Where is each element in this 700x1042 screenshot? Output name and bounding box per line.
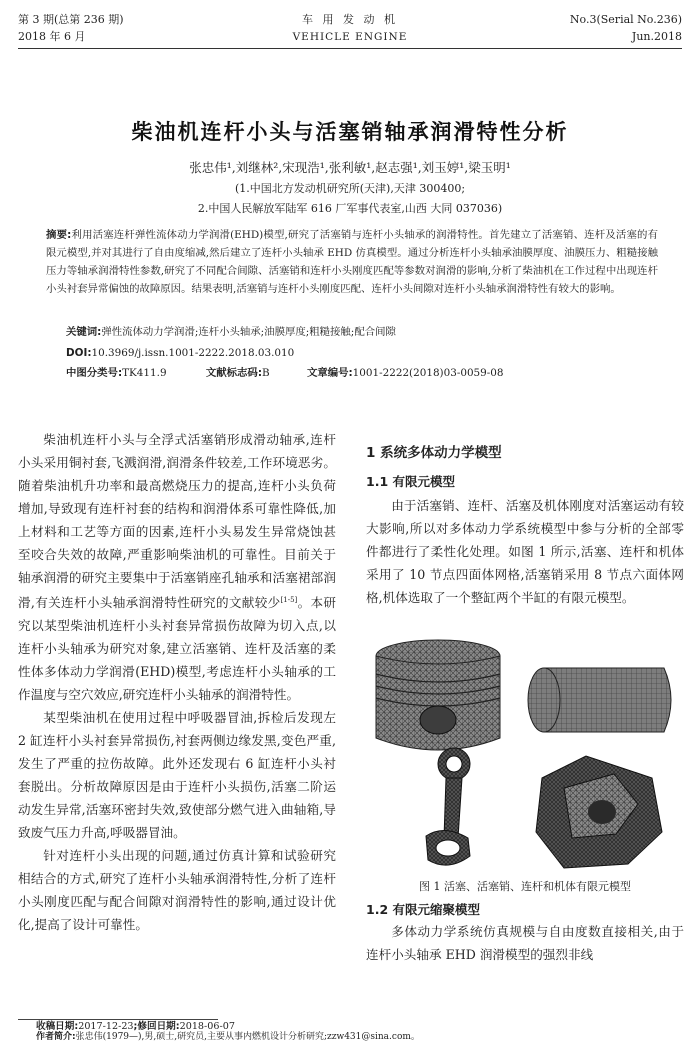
keywords-text: 弹性流体动力学润滑;连杆小头轴承;油膜厚度;粗糙接触;配合间隙	[101, 326, 396, 338]
intro-paragraph-1	[18, 428, 336, 706]
section-1-2-body	[366, 920, 684, 966]
revised-label: ;修回日期:	[133, 1021, 180, 1032]
article-number-label: 文章编号:	[306, 367, 353, 379]
left-column	[18, 428, 336, 936]
author-list: 张忠伟¹,刘继林²,宋现浩¹,张利敏¹,赵志强¹,刘玉婷¹,梁玉明¹	[189, 160, 511, 175]
section-1-1-heading: 1.1 有限元模型	[366, 474, 455, 489]
header-date-cn: 2018 年 6 月	[18, 30, 86, 43]
keywords	[66, 325, 396, 339]
doc-code-label: 文献标志码:	[205, 367, 262, 379]
received-date: 2017-12-23	[78, 1021, 134, 1032]
intro-paragraph-3: 针对连杆小头出现的问题,通过仿真计算和试验研究相结合的方式,研究了连杆小头轴承润滑特性,分析了连杆小头刚度匹配与配合间隙对润滑特性的影响,通过设计优化,提高了设计可靠性。	[18, 848, 336, 933]
doi-label: DOI:	[66, 347, 92, 359]
connecting-rod-mesh	[426, 748, 470, 865]
section-1-1-paragraph: 由于活塞销、连杆、活塞及机体刚度对活塞运动有较大影响,所以对多体动力学系统模型中参与分析的全部零件都进行了柔性化处理。如图 1 所示,活塞、连杆和机体采用了 10 节点四面体网格,活塞销采用 8 节点六面体网格,机体选取了一个整缸两个半缸的有限元模型。	[366, 498, 684, 605]
article-number-value: 1001-2222(2018)03-0059-08	[352, 367, 504, 379]
header-journal-cn: 车 用 发 动 机	[302, 13, 398, 26]
doi-text: 10.3969/j.issn.1001-2222.2018.03.010	[91, 347, 295, 359]
intro-paragraph-2: 某型柴油机在使用过程中呼吸器冒油,拆检后发现左 2 缸连杆小头衬套异常损伤,衬套两侧边缘发黑,变色严重,发生了严重的拉伤故障。此外还发现右 6 缸连杆小头衬套脱出。分析故障原因是由于连杆小头损伤,活塞二阶运动发生异常,活塞环密封失效,致使部分燃气进入曲轴箱,导致废气压力升高,呼吸器冒油。	[18, 710, 336, 841]
header-date-en: Jun.2018	[631, 30, 682, 43]
figure-1-fe-models	[366, 628, 684, 874]
section-1-2-paragraph: 多体动力学系统仿真规模与自由度数直接相关,由于连杆小头轴承 EHD 润滑模型的强烈非线	[366, 924, 684, 962]
section-1-heading: 1 系统多体动力学模型	[366, 445, 502, 461]
intro-paragraph-1-tail: 。本研究以某型柴油机连杆小头衬套异常损伤故障为切入点,以连杆小头轴承为研究对象,建立活塞销、连杆及活塞的柔性体多体动力学润滑(EHD)模型,考虑连杆小头轴承的工作温度与空穴效应,研究连杆小头轴承的润滑特性。	[18, 595, 336, 703]
header-issue-cn: 第 3 期(总第 236 期)	[18, 13, 124, 26]
affiliation-1: (1.中国北方发动机研究所(天津),天津 300400;	[234, 182, 466, 195]
engine-block-mesh	[536, 756, 662, 868]
doi	[66, 346, 294, 360]
abstract-label: 摘要:	[46, 229, 72, 241]
author-bio-label: 作者简介:	[36, 1032, 76, 1042]
citation-ref: [1-5]	[280, 596, 298, 604]
piston-mesh	[376, 640, 500, 750]
affiliation-2: 2.中国人民解放军陆军 616 厂军事代表室,山西 大同 037036)	[197, 202, 503, 215]
classification-line	[66, 366, 504, 380]
abstract-text: 利用活塞连杆弹性流体动力学润滑(EHD)模型,研究了活塞销与连杆小头轴承的润滑特性。首先建立了活塞销、连杆及活塞的有限元模型,并对其进行了自由度缩减,然后建立了连杆小头轴承 EHD 仿真模型。通过分析连杆小头轴承油膜厚度、油膜压力、粗糙接触压力等轴承润滑特性参数,研究了不同配合间隙、活塞销和连杆小头刚度匹配等参数对润滑的影响,分析了柴油机在工作过程中出现连杆小头衬套异常偏蚀的故障原因。结果表明,活塞销与连杆小头刚度匹配、连杆小头间隙对连杆小头轴承润滑特性有较大的影响。	[46, 229, 658, 295]
header-journal-en: VEHICLE ENGINE	[292, 31, 408, 43]
author-bio-text: 张忠伟(1979—),男,硕士,研究员,主要从事内燃机设计分析研究;zzw431@sina.com。	[75, 1032, 420, 1042]
clc-value: TK411.9	[122, 367, 167, 379]
revised-date: 2018-06-07	[179, 1021, 235, 1032]
header-rule	[18, 48, 682, 49]
doc-code-value: B	[261, 367, 270, 379]
clc-label: 中图分类号:	[66, 367, 123, 379]
keywords-label: 关键词:	[66, 326, 102, 338]
header-issue-en: No.3(Serial No.236)	[569, 13, 682, 26]
figure-1-caption: 图 1 活塞、活塞销、连杆和机体有限元模型	[419, 880, 631, 893]
abstract	[46, 226, 658, 298]
intro-paragraph-1-text: 柴油机连杆小头与全浮式活塞销形成滑动轴承,连杆小头采用铜衬套,飞溅润滑,润滑条件较差,工作环境恶劣。随着柴油机升功率和最高燃烧压力的提高,连杆小头负荷增加,导致现有连杆衬套的结构和润滑体系可靠性降低,加上材料和工艺等方面的因素,连杆小头易发生异常烧蚀甚至咬合失效的故障,严重影响柴油机的可靠性。目前关于轴承润滑的研究主要集中于活塞销座孔轴承和活塞裙部润滑,有关连杆小头轴承润滑特性研究的文献较少	[18, 432, 336, 611]
received-label: 收稿日期:	[36, 1021, 79, 1032]
piston-pin-mesh	[528, 668, 671, 732]
section-1-1-body	[366, 494, 684, 609]
paper-title: 柴油机连杆小头与活塞销轴承润滑特性分析	[131, 120, 569, 144]
author-bio-line	[36, 1034, 420, 1040]
section-1-2-heading: 1.2 有限元缩聚模型	[366, 902, 480, 917]
